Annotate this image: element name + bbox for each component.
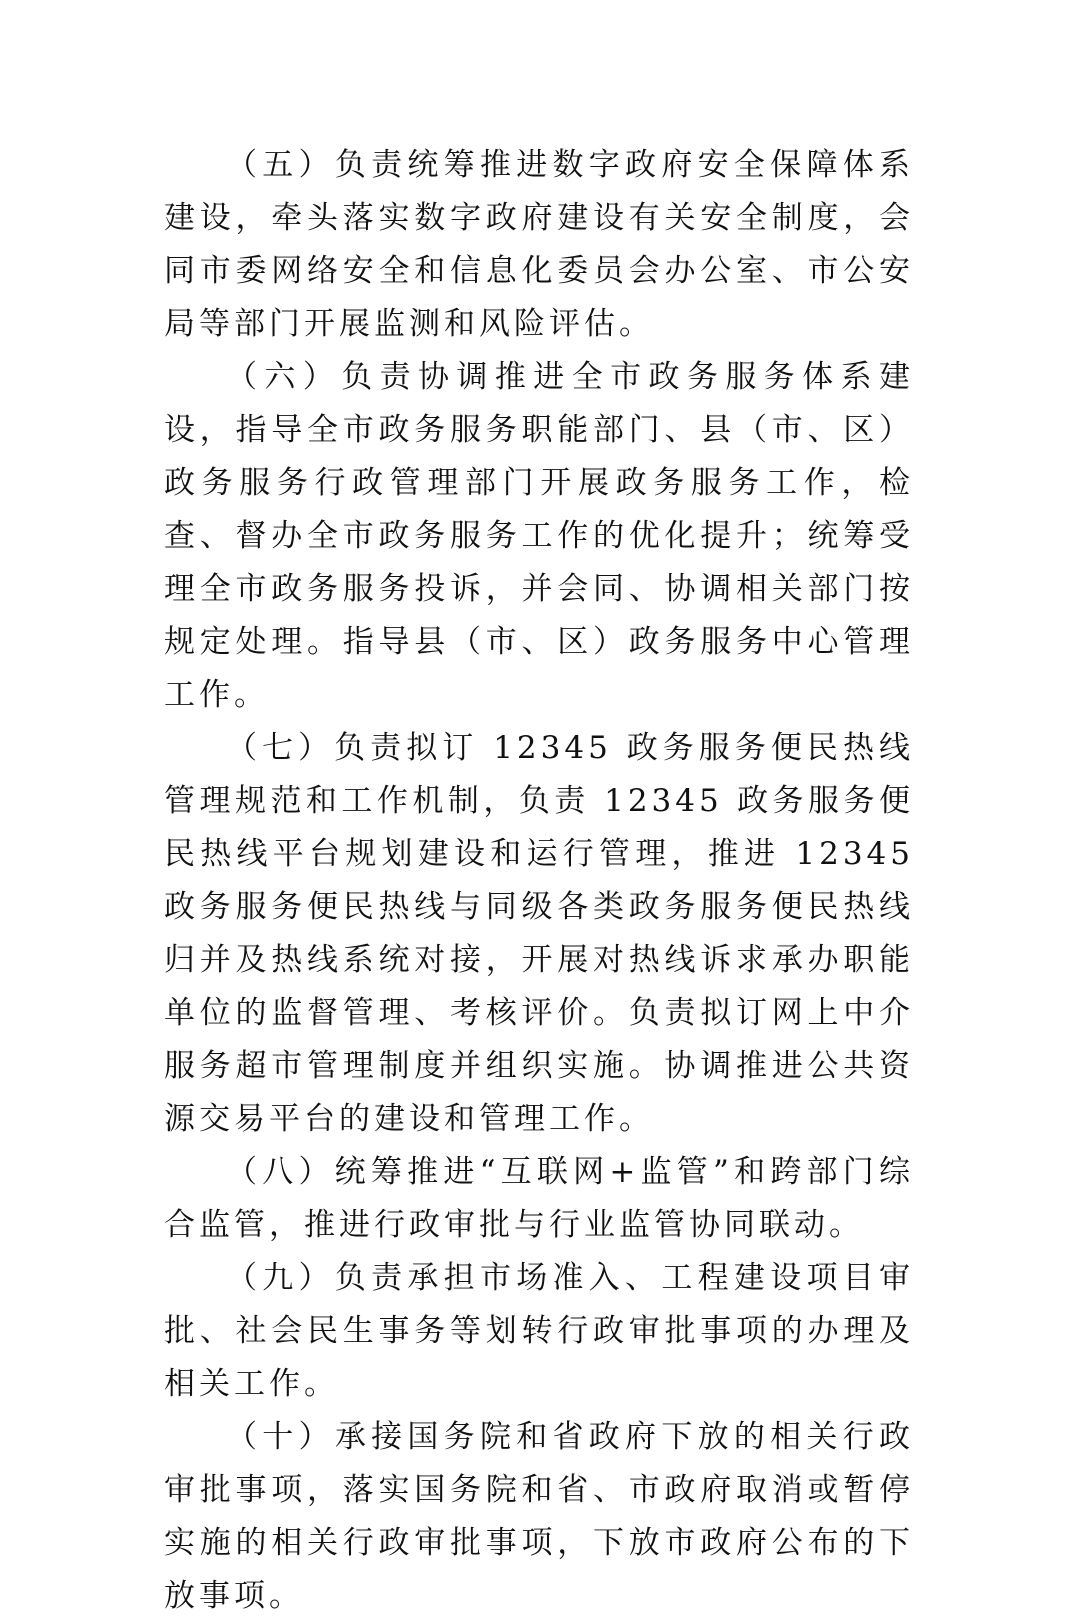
paragraph-item-5: （五）负责统筹推进数字政府安全保障体系建设，牵头落实数字政府建设有关安全制度，会同市委网络安全和信息化委员会办公室、市公安局等部门开展监测和风险评估。 xyxy=(164,147,914,342)
document-body xyxy=(164,139,914,1623)
paragraph-item-8: （八）统筹推进“互联网+监管”和跨部门综合监管，推进行政审批与行业监管协同联动。 xyxy=(164,1154,914,1243)
paragraph-item-7: （七）负责拟订 12345 政务服务便民热线管理规范和工作机制，负责 12345 政务服务便民热线平台规划建设和运行管理，推进 12345 政务服务便民热线与同级各类政务服务便民热线归并及热线系统对接，开展对热线诉求承办职能单位的监督管理、考核评价。负责拟订网上中介服务超市管理制度并组织实施。协调推进公共资源交易平台的建设和管理工作。 xyxy=(164,730,914,1137)
paragraph-item-10: （十）承接国务院和省政府下放的相关行政审批事项，落实国务院和省、市政府取消或暂停实施的相关行政审批事项，下放市政府公布的下放事项。 xyxy=(164,1419,914,1614)
paragraph-item-6: （六）负责协调推进全市政务服务体系建设，指导全市政务服务职能部门、县（市、区）政务服务行政管理部门开展政务服务工作，检查、督办全市政务服务工作的优化提升；统筹受理全市政务服务投诉，并会同、协调相关部门按规定处理。指导县（市、区）政务服务中心管理工作。 xyxy=(164,359,914,713)
paragraph-item-9: （九）负责承担市场准入、工程建设项目审批、社会民生事务等划转行政审批事项的办理及相关工作。 xyxy=(164,1260,914,1402)
